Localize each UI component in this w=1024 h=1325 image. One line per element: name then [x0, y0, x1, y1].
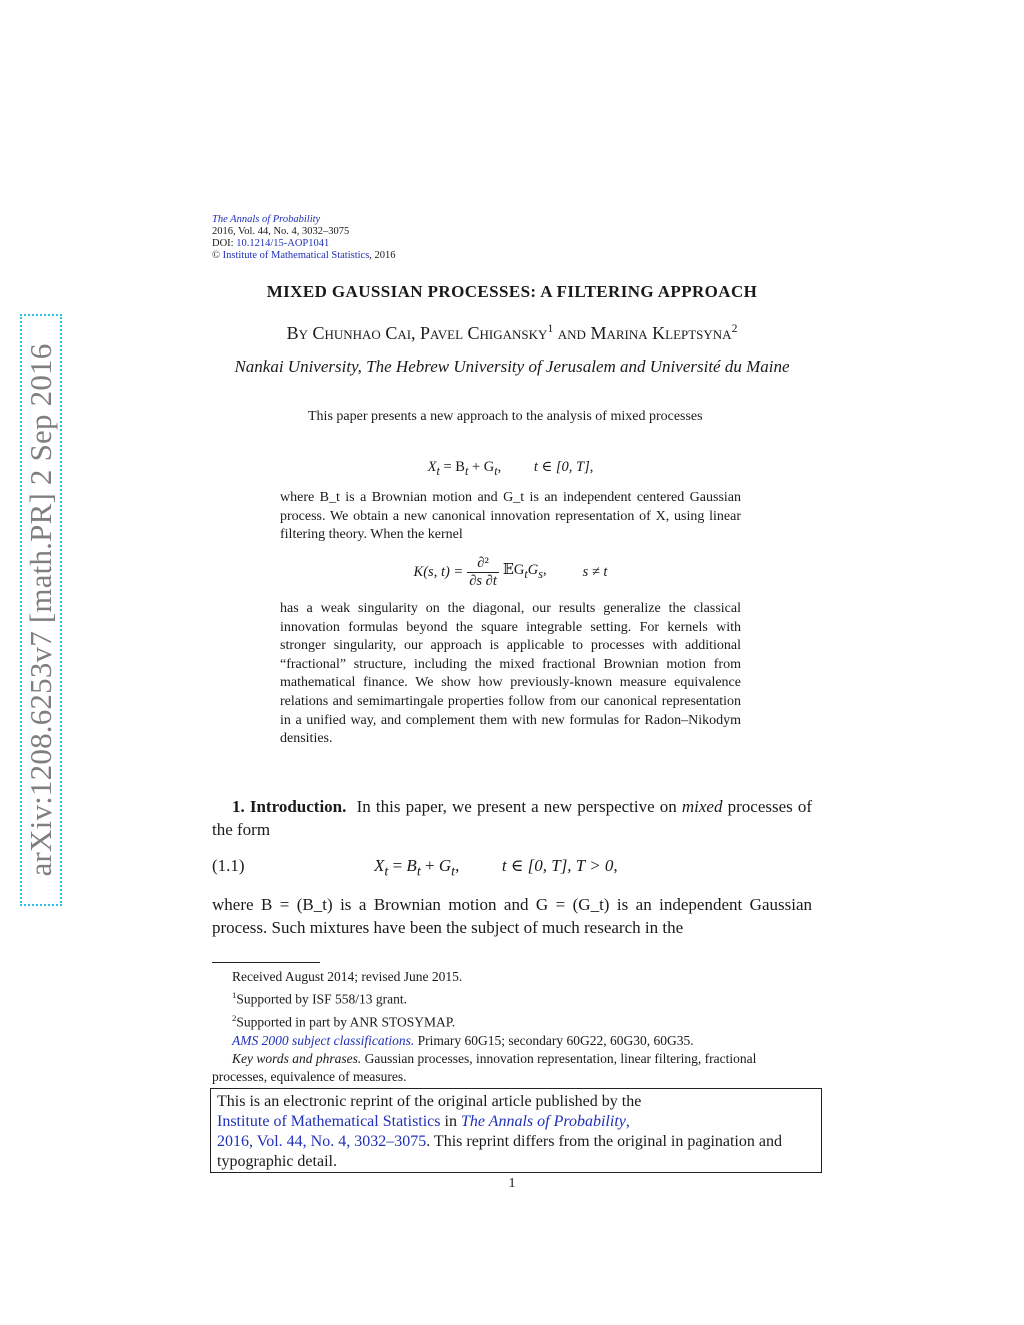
eq2-condition: s ≠ t [582, 564, 608, 581]
footnote-rule [212, 962, 320, 963]
abstract-paragraph-3: has a weak singularity on the diagonal, our results generalize the classical innovation formulas beyond the square integrable setting. For kernels with stronger singularity, our approach is applicable to processes with additional “fractional” structure, including the mixed fractional Brownian motion from mathematical finance. We show how previously-known measure equivalence relations and semimartingale properties follow from our canonical representation in a unified way, and complement them with new formulas for Radon–Nikodym densities. [280, 601, 741, 747]
footnote-mark-2: 2 [731, 322, 738, 335]
journal-reprint-link[interactable]: The Annals of Probability [460, 1113, 626, 1130]
footnote-1: $^1$Supported by ISF 558/13 grant. [232, 990, 408, 1007]
copyright-year: , 2016 [369, 250, 396, 261]
intro-rest: processes of the form [212, 797, 813, 839]
paper-title: MIXED GAUSSIAN PROCESSES: A FILTERING APPROACH [266, 282, 758, 301]
and-label: and [553, 323, 591, 343]
abstract-equation-2: K(s, t) = ∂² ∂s ∂t $𝔼G_tG_s$, s ≠ t [413, 555, 608, 589]
eq2-denominator: ∂s ∂t [469, 573, 497, 589]
ams-classification: AMS 2000 subject classifications. Primary 60G15; secondary 60G22, 60G30, 60G35. [232, 1032, 694, 1048]
arxiv-stamp [20, 314, 62, 906]
ams-link[interactable]: AMS 2000 subject classifications. [232, 1032, 415, 1048]
received-note: Received August 2014; revised June 2015. [232, 969, 463, 984]
keywords: Key words and phrases. Gaussian processes, innovation representation, linear filtering, fractional processes, equivalence of measures. [212, 1051, 757, 1085]
eq1-plus: + G [468, 459, 495, 475]
footnotes [212, 968, 812, 1087]
copyright-symbol: © [212, 250, 220, 261]
intro-paragraph-2: where B = (B_t) is a Brownian motion and G = (G_t) is an independent Gaussian process. Such mixtures have been the subject of much research in the [212, 895, 812, 937]
intro-paragraph [212, 796, 812, 841]
doi-label: DOI: [212, 238, 237, 249]
eq2-rhs: 𝔼G [502, 562, 525, 579]
section-heading: 1. Introduction. [232, 797, 347, 816]
intro-text: In this paper, we present a new perspective on [356, 797, 682, 816]
journal-info [212, 214, 396, 262]
by-label: By [286, 323, 313, 343]
eq1-range: t ∈ [0, T], [533, 459, 594, 475]
ims-link[interactable]: Institute of Mathematical Statistics [222, 250, 370, 261]
footnote-2: $^2$Supported in part by ANR STOSYMAP. [232, 1013, 456, 1030]
reprint-notice: This is an electronic reprint of the original article published by the Institute of Mathematical Statistics in The Annals of Probability, 2016, Vol. 44, No. 4, 3032–3075. This reprint differs from the original in pagination and typographic detail. [210, 1088, 822, 1173]
eq1-rhs: = B [443, 459, 465, 475]
eq2-lhs: K(s, t) = [413, 564, 464, 581]
journal-doi [212, 238, 396, 250]
equation-range: t ∈ [0, T], T > 0, [501, 856, 618, 875]
author-line [212, 322, 812, 344]
doi-link[interactable]: 10.1214/15-AOP1041 [236, 238, 330, 249]
main-equation: (1.1) $X_t = B_t + G_t$, t ∈ [0, T], T > 0, [212, 856, 618, 880]
volume-reprint-link[interactable]: 2016, Vol. 44, No. 4, 3032–3075 [217, 1133, 427, 1150]
author-chigansky: Pavel Chigansky [420, 323, 548, 343]
footnote-mark-1: 1 [547, 322, 554, 335]
abstract-paragraph-1: This paper presents a new approach to the analysis of mixed processes [308, 409, 703, 424]
author-cai: Chunhao Cai, [312, 323, 421, 343]
journal-volume: 2016, Vol. 44, No. 4, 3032–3075 [212, 226, 350, 237]
equation-number: (1.1) [212, 856, 245, 875]
intro-emphasis: mixed [681, 797, 723, 816]
arxiv-identifier: arXiv:1208.6253v7 [math.PR] 2 Sep 2016 [23, 343, 58, 877]
journal-name-link[interactable]: The Annals of Probability [212, 214, 321, 225]
eq2-numerator: ∂² [477, 555, 489, 571]
abstract-paragraph-2: where B_t is a Brownian motion and G_t is an independent centered Gaussian process. We obtain a new canonical innovation representation of X, using linear filtering theory. When the kernel [280, 490, 741, 543]
page-number: 1 [508, 1176, 516, 1191]
author-kleptsyna: Marina Kleptsyna [590, 323, 732, 343]
ims-reprint-link[interactable]: Institute of Mathematical Statistics [217, 1113, 441, 1130]
abstract-equation-1: $X_t = B_t + G_t$, t ∈ [0, T], [427, 459, 594, 478]
journal-copyright [212, 250, 396, 262]
affiliation: Nankai University, The Hebrew University of Jerusalem and Université du Maine [234, 357, 790, 376]
